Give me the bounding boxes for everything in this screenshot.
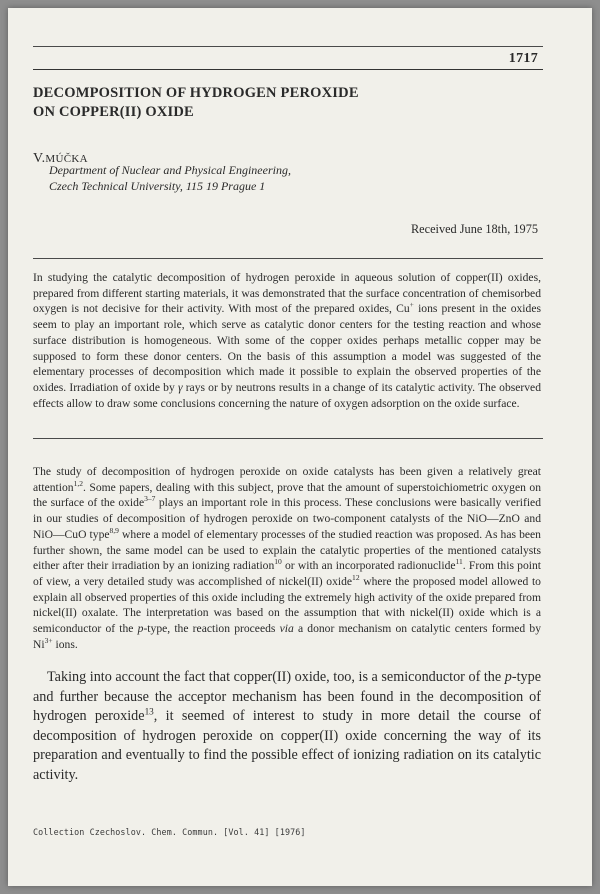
affiliation-line-1: Department of Nuclear and Physical Engineering, [49,163,291,177]
page-number: 1717 [508,51,538,66]
author-surname: MÚČKA [45,153,88,165]
citation-ref: 10 [274,557,282,567]
affiliation-line-2: Czech Technical University, 115 19 Prague 1 [49,178,266,193]
introduction-paragraph: The study of decomposition of hydrogen peroxide on oxide catalysts has been given a relatively great attention$^{1,2}$. Some papers, dealing with this subject, prove that the amount of superstoichiometric oxygen on the surface of the oxide$^{3-7}$ plays an important role in this process. These conclusions were basically verified in our studies of decomposition of hydrogen peroxide on two-component catalysts of the NiO—ZnO and NiO—CuO type$^{8,9}$ where a model of elementary processes of the studied reaction was proposed. As has been further shown, the same model can be used to explain the catalytic properties of the mentioned catalysts either after their irradiation by an ionizing radiation$^{10}$ or with an incorporated radionuclide$^{11}$. From this point of view, a very detailed study was accomplished of nickel(II) oxide$^{12}$ where the proposed model allowed to explain all observed properties of this oxide including the extremely high activity of the oxide prepared from nickel(II) oxalate. The interpretation was based on the assumption that with nickel(II) oxide which is a semiconductor of the p-type, the reaction proceeds via a donor mechanism on catalytic centers formed by $Ni^{3+}$ ions. [33,465,541,651]
citation-ref: 13 [144,706,154,717]
author-affiliation [49,163,291,194]
title-line-2: ON COPPER(II) OXIDE [33,104,194,120]
abstract-rule-top [33,258,543,259]
header-rule-top [33,46,543,47]
citation-ref: 11 [455,557,463,567]
citation-ref: 12 [352,573,360,583]
citation-ref: 1,2 [73,478,83,488]
second-paragraph: Taking into account the fact that copper(II) oxide, too, is a semiconductor of the p-type and further because the acceptor mechanism has been found in the decomposition of hydrogen peroxide$^{13}$, it seemed of interest to study in more detail the course of decomposition of hydrogen peroxide on copper(II) oxide concerning the way of its preparation and eventually to find the possible effect of ionizing radiation on its catalytic activity. [33,669,541,783]
abstract-rule-bottom [33,438,543,439]
citation-ref: 8,9 [109,525,119,535]
citation-ref: 3–7 [144,494,156,504]
author-initial: V. [33,151,46,166]
article-title [33,84,553,122]
abstract [33,270,541,411]
title-line-1: DECOMPOSITION OF HYDROGEN PEROXIDE [33,85,359,101]
journal-citation-footer: Collection Czechoslov. Chem. Commun. [Vol. 41] [1976] [33,827,306,837]
header-rule-bottom [33,69,543,70]
journal-page [8,8,592,886]
abstract-paragraph: In studying the catalytic decomposition of hydrogen peroxide in aqueous solution of copper(II) oxides, prepared from different starting materials, it was demonstrated that the surface concentration of chemisorbed oxygen is not decisive for their activity. With most of the prepared oxides, Cu+ ions present in the oxides seem to play an important role, which serve as catalytic donor centers for the testing reaction and whose surface distribution is homogeneous. With some of the copper oxides perhaps metallic copper may be supposed to form these donor centers. On the basis of this assumption a model was suggested of the elementary processes of decomposition which made it possible to explain the observed properties of the oxides. Irradiation of oxide by γ rays or by neutrons results in a change of its catalytic activity. The observed effects allow to draw some conclusions concerning the nature of oxygen adsorption on the oxide surface. [33,271,542,410]
received-date: Received June 18th, 1975 [410,222,538,236]
